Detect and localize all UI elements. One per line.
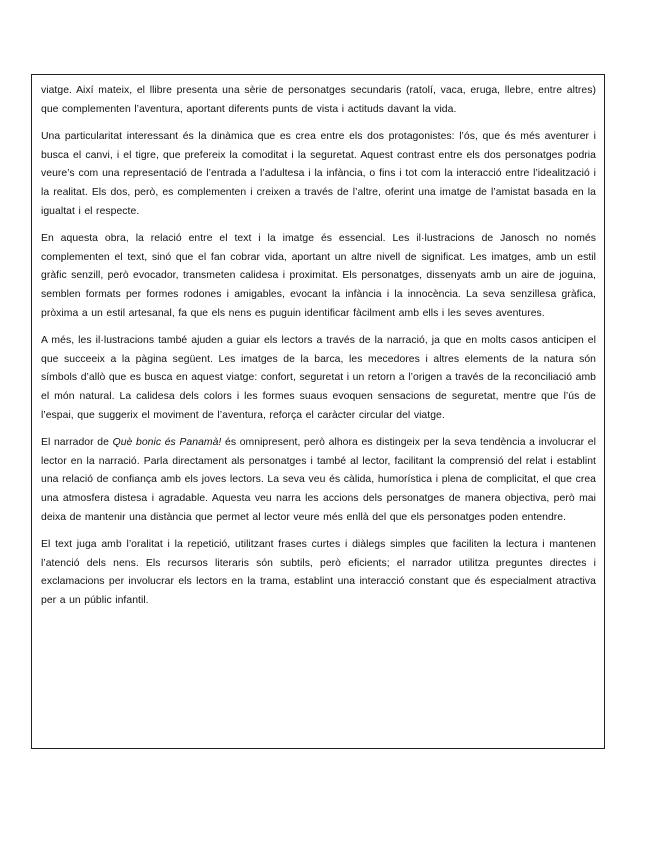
book-title: Què bonic és Panamà! xyxy=(112,436,222,448)
page-frame xyxy=(31,74,605,749)
paragraph-1: viatge. Així mateix, el llibre presenta una sèrie de personatges secundaris (ratolí, vaca, eruga, llebre, entre altres) que complementen l’aventura, aportant diferents punts de vista i actituds davant la vida. xyxy=(41,85,596,115)
paragraph-2: Una particularitat interessant és la dinàmica que es crea entre els dos protagonistes: l’ós, que és més aventurer i busca el canvi, i el tigre, que prefereix la comoditat i la seguretat. Aquest contrast entre els dos personatges podria veure’s com una representació de l’entrada a l’adultesa i la infància, o fins i tot com la interacció entre l’idealització i la realitat. Els dos, però, es complementen i creixen a través de l’altre, oferint una imatge de l’amistat basada en la igualtat i el respecte. xyxy=(41,130,596,217)
paragraph-5 xyxy=(41,434,596,528)
paragraph-4: A més, les il·lustracions també ajuden a guiar els lectors a través de la narració, ja que en molts casos anticipen el que succeeix a la pàgina següent. Les imatges de la barca, les mecedores i altres elements de la natura són símbols d’allò que es busca en aquest viatge: confort, seguretat i un retorn a l’origen a través de la reconciliació amb el món natural. La calidesa dels colors i les formes suaus evoquen sensacions de seguretat, mentre que l’ús de l’espai, que suggerix el moviment de l’aventura, reforça el caràcter circular del viatge. xyxy=(41,334,596,421)
paragraph-5-rest: és omnipresent, però alhora es distingeix per la seva tendència a involucrar el lector en la narració. Parla directament als personatges i també al lector, facilitant la comprensió del relat i establint una relació de confiança amb els joves lectors. La seva veu és càlida, humorística i plena de complicitat, el que crea una atmosfera distesa i agradable. Aquesta veu narra les accions dels personatges de manera objectiva, però mai deixa de mantenir una distància que permet al lector veure més enllà del que els personatges poden entendre. xyxy=(41,436,596,523)
paragraph-3: En aquesta obra, la relació entre el text i la imatge és essencial. Les il·lustracions de Janosch no només complementen el text, sinó que el fan cobrar vida, aportant un altre nivell de significat. Les imatges, amb un estil gràfic senzill, però evocador, transmeten calidesa i proximitat. Els personatges, dissenyats amb un aire de joguina, semblen formats per formes rodones i amigables, evocant la infància i la innocència. La seva senzillesa gràfica, pròxima a un estil artesanal, fa que els nens es puguin identificar fàcilment amb ells i les seves aventures. xyxy=(41,232,596,319)
paragraph-5-lead: El narrador de xyxy=(41,436,113,448)
paragraph-6: El text juga amb l’oralitat i la repetició, utilitzant frases curtes i diàlegs simples que faciliten la lectura i mantenen l’atenció dels nens. Els recursos literaris són subtils, però eficients; el narrador utilitza preguntes directes i exclamacions per involucrar els lectors en la trama, establint una interacció constant que és especialment atractiva per a un públic infantil. xyxy=(41,538,596,607)
